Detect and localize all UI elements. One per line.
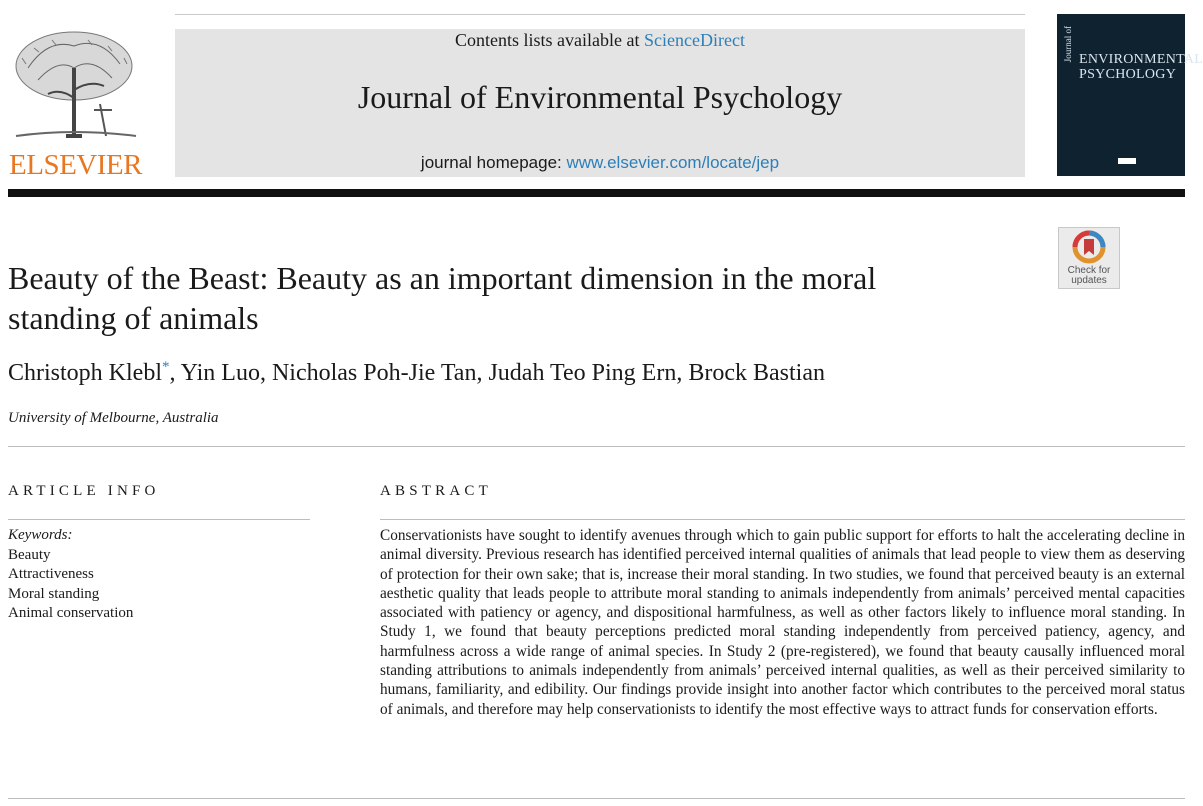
check-for-updates-label: Check for updates xyxy=(1067,265,1111,286)
affiliation: University of Melbourne, Australia xyxy=(8,410,219,426)
publisher-wordmark: ELSEVIER xyxy=(9,149,142,181)
cover-spine-text: Journal of xyxy=(1063,26,1073,63)
authors-line xyxy=(8,359,825,387)
cover-title: ENVIRONMENTAL PSYCHOLOGY xyxy=(1079,52,1203,82)
crossmark-icon xyxy=(1059,230,1119,266)
article-title: Beauty of the Beast: Beauty as an important dimension in the moral standing of animals xyxy=(8,260,877,336)
journal-banner xyxy=(175,29,1025,177)
homepage-prefix: journal homepage: xyxy=(420,153,567,172)
tree-emblem-icon xyxy=(8,28,143,146)
header-divider xyxy=(8,189,1185,197)
co-authors: , Yin Luo, Nicholas Poh-Jie Tan, Judah Teo Ping Ern, Brock Bastian xyxy=(169,360,825,386)
homepage-link[interactable]: www.elsevier.com/locate/jep xyxy=(566,153,780,172)
keyword-item: Beauty xyxy=(8,546,51,563)
corresponding-author-marker[interactable]: * xyxy=(162,359,170,375)
check-for-updates-button[interactable] xyxy=(1058,227,1120,289)
abstract-text: Conservationists have sought to identify avenues through which to gain public support for efforts to halt the accelerating decline in animal diversity. Previous research has identified perceived internal qualities of animals that lead people to view them as deserving of protection for their own sake; that is, increase their moral standing. In two studies, we found that perceived beauty is an external aesthetic quality that leads people to attribute moral standing to animals independently from animals’ perceived mental capacities associated with patiency or agency, and dispositional harmfulness, as well as other factors likely to influence moral standing. In Study 1, we found that beauty perceptions predicted moral standing independently from perceived patiency, agency, and harmfulness across a wide range of animal species. In Study 2 (pre-registered), we found that beauty causally influenced moral standing attributions to animals independently from animals’ perceived internal qualities, as well as their perceived similarity to humans, familiarity, and edibility. Our findings provide insight into another factor which contributes to the perceived moral status of animals, and therefore may help conservationists to identify the most effective ways to attract funds for conservation efforts. xyxy=(380,527,1185,718)
contents-prefix: Contents lists available at xyxy=(455,30,644,50)
article-info-rule xyxy=(8,519,310,520)
abstract-heading: ABSTRACT xyxy=(380,483,492,499)
contents-line xyxy=(175,29,1025,51)
first-author[interactable]: Christoph Klebl xyxy=(8,360,162,386)
elsevier-logo[interactable] xyxy=(8,28,143,180)
keyword-item: Attractiveness xyxy=(8,566,94,582)
keywords-block xyxy=(8,526,133,624)
journal-cover[interactable] xyxy=(1057,14,1203,176)
section-divider xyxy=(8,446,1185,447)
keywords-label: Keywords: xyxy=(8,527,73,543)
journal-title: Journal of Environmental Psychology xyxy=(357,79,843,115)
cover-badge xyxy=(1118,158,1136,164)
keyword-item: Moral standing xyxy=(8,585,100,602)
top-rule xyxy=(175,14,1025,15)
keyword-item: Animal conservation xyxy=(8,605,134,621)
abstract-rule xyxy=(380,519,1185,520)
article-info-heading: ARTICLE INFO xyxy=(8,483,160,499)
bottom-rule xyxy=(8,798,1185,799)
sciencedirect-link[interactable]: ScienceDirect xyxy=(644,30,745,50)
homepage-line xyxy=(175,153,1025,173)
